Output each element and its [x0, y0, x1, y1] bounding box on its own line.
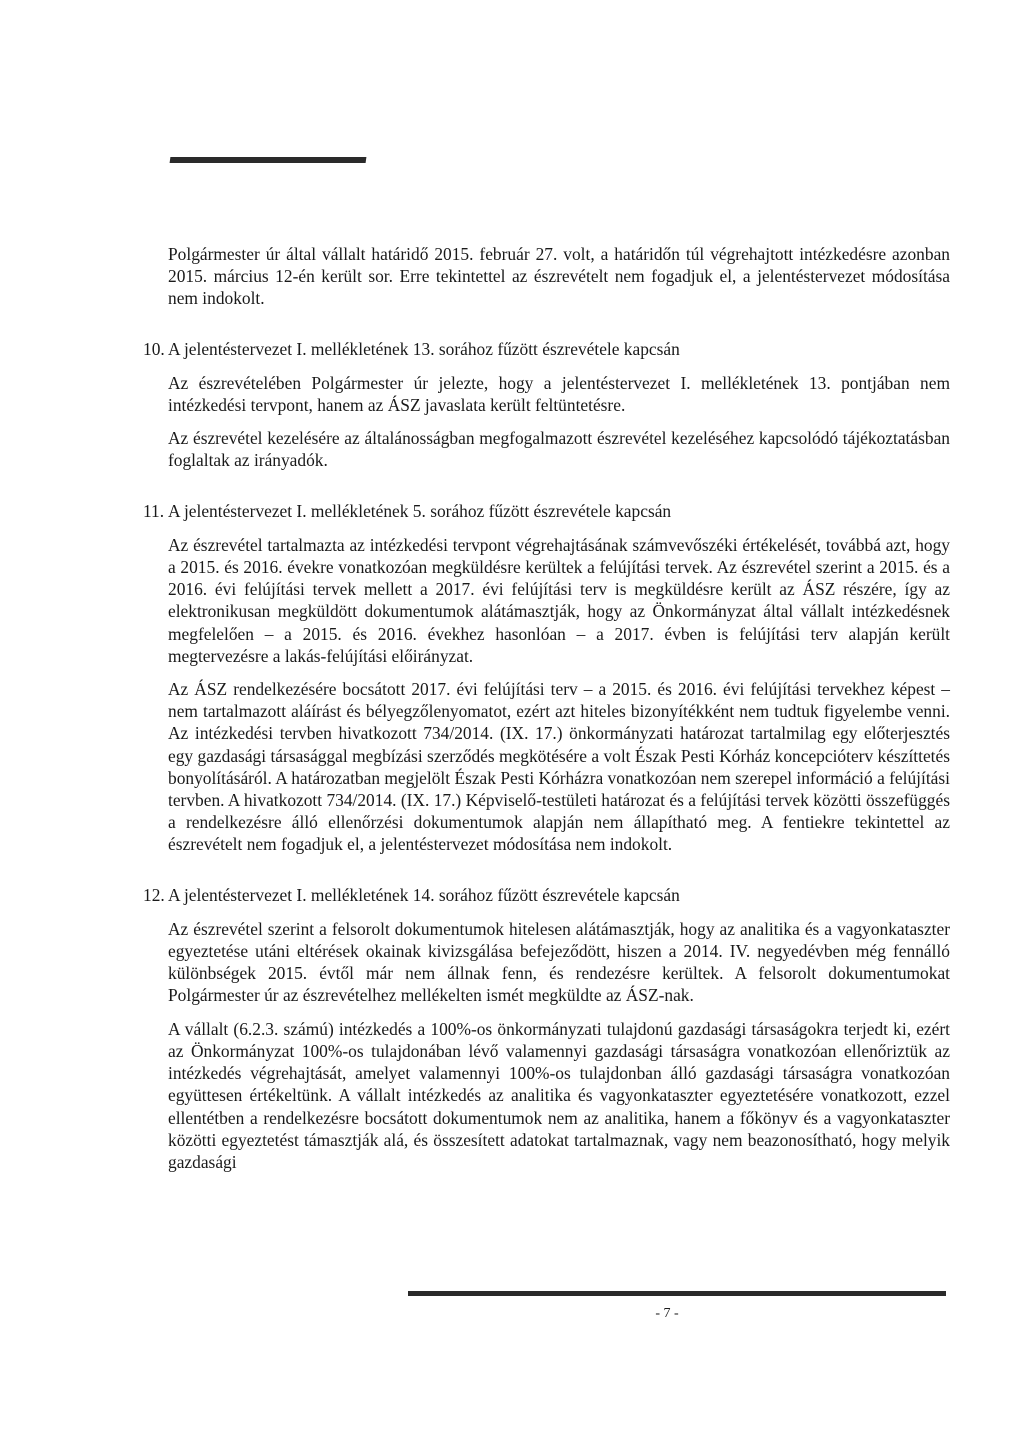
section-heading [143, 338, 950, 360]
section-title: A jelentéstervezet I. mellékletének 14. sorához fűzött észrevétele kapcsán [168, 884, 680, 905]
section-number: 12. [143, 884, 165, 905]
header-rule [170, 157, 367, 163]
section-paragraph: Az észrevétel szerint a felsorolt dokumentumok hitelesen alátámasztják, hogy az analitika és a vagyonkataszter egyeztetése utáni eltérések okainak kivizsgálása befejeződött, hiszen a 2014. IV. negyedévben még fennálló különbségek 2015. évtől már nem állnak fenn, és rendezésre kerültek. A felsorolt dokumentumokat Polgármester úr az észrevételhez mellékelten ismét megküldte az ÁSZ-nak. [168, 918, 950, 1006]
section-paragraph: Az észrevétel tartalmazta az intézkedési tervpont végrehajtásának számvevőszéki értékelését, továbbá azt, hogy a 2015. és 2016. évekre vonatkozóan megküldésre kerültek a felújítási tervek. Az észrevétel szerint a 2015. és a 2016. évi felújítási tervek mellett a 2017. évi felújítási terv is megküldésre került az ÁSZ részére, így az elektronikusan megküldött dokumentumok alátámasztják, hogy az Önkormányzat által vállalt intézkedésnek megfelelően – a 2015. és 2016. évekhez hasonlóan – a 2017. évben is felújítási terv alapján került megtervezésre a lakás-felújítási előirányzat. [168, 534, 950, 666]
document-body [143, 243, 950, 1173]
section-paragraph: Az ÁSZ rendelkezésére bocsátott 2017. évi felújítási terv – a 2015. és 2016. évi felújítási tervekhez képest – nem tartalmazott aláírást és bélyegzőlenyomatot, ezért azt hiteles bizonyítékként nem tudtuk figyelembe venni. Az intézkedési tervben hivatkozott 734/2014. (IX. 17.) önkormányzati határozat tartalmilag egy előterjesztés egy gazdasági társasággal megbízási szerződés megkötésére a volt Észak Pesti Kórház koncepcióterv készíttetés bonyolításáról. A határozatban megjelölt Észak Pesti Kórházra vonatkozóan nem szerepel információ a felújítási tervben. A hivatkozott 734/2014. (IX. 17.) Képviselő-testületi határozat és a felújítási tervek közötti összefüggés a rendelkezésre álló ellenőrzési dokumentumok alapján nem állapítható meg. A fentiekre tekintettel az észrevételt nem fogadjuk el, a jelentéstervezet módosítása nem indokolt. [168, 679, 950, 855]
section-number: 10. [143, 338, 165, 359]
section-heading [143, 500, 950, 522]
footer-rule [408, 1291, 946, 1296]
section-title: A jelentéstervezet I. mellékletének 5. sorához fűzött észrevétele kapcsán [168, 500, 672, 521]
section-10 [143, 338, 950, 472]
section-11 [143, 500, 950, 856]
section-paragraph: Az észrevétel kezelésére az általánosságban megfogalmazott észrevétel kezeléséhez kapcsolódó tájékoztatásban foglaltak az irányadók. [168, 428, 950, 471]
section-12 [143, 884, 950, 1173]
section-paragraph: A vállalt (6.2.3. számú) intézkedés a 100%-os önkormányzati tulajdonú gazdasági társaságokra terjedt ki, ezért az Önkormányzat 100%-os tulajdonában lévő valamennyi gazdasági társaságra vonatkozóan ellenőriztük az intézkedés végrehajtását, amelyet valamennyi 100%-os tulajdonban álló gazdasági társaságra vonatkozóan együttesen értékeltünk. A vállalt intézkedés az analitika és vagyonkataszter egyeztetésére vonatkozott, ezzel ellentétben a rendelkezésre bocsátott dokumentumok nem az analitika, hanem a főkönyv és a vagyonkataszter közötti egyeztetést támasztják alá, és összesített adatokat tartalmaznak, vagy nem beazonosítható, hogy melyik gazdasági [168, 1018, 950, 1172]
page-number: - 7 - [655, 1306, 679, 1321]
intro-paragraph: Polgármester úr által vállalt határidő 2015. február 27. volt, a határidőn túl végrehajtott intézkedésre azonban 2015. március 12-én került sor. Erre tekintettel az észrevételt nem fogadjuk el, a jelentéstervezet módosítása nem indokolt. [168, 244, 950, 309]
section-title: A jelentéstervezet I. mellékletének 13. sorához fűzött észrevétele kapcsán [168, 338, 680, 359]
section-heading [143, 884, 950, 906]
section-number: 11. [143, 500, 165, 521]
section-paragraph: Az észrevételében Polgármester úr jelezte, hogy a jelentéstervezet I. mellékletének 13. pontjában nem intézkedési tervpont, hanem az ÁSZ javaslata került feltüntetésre. [168, 372, 950, 416]
